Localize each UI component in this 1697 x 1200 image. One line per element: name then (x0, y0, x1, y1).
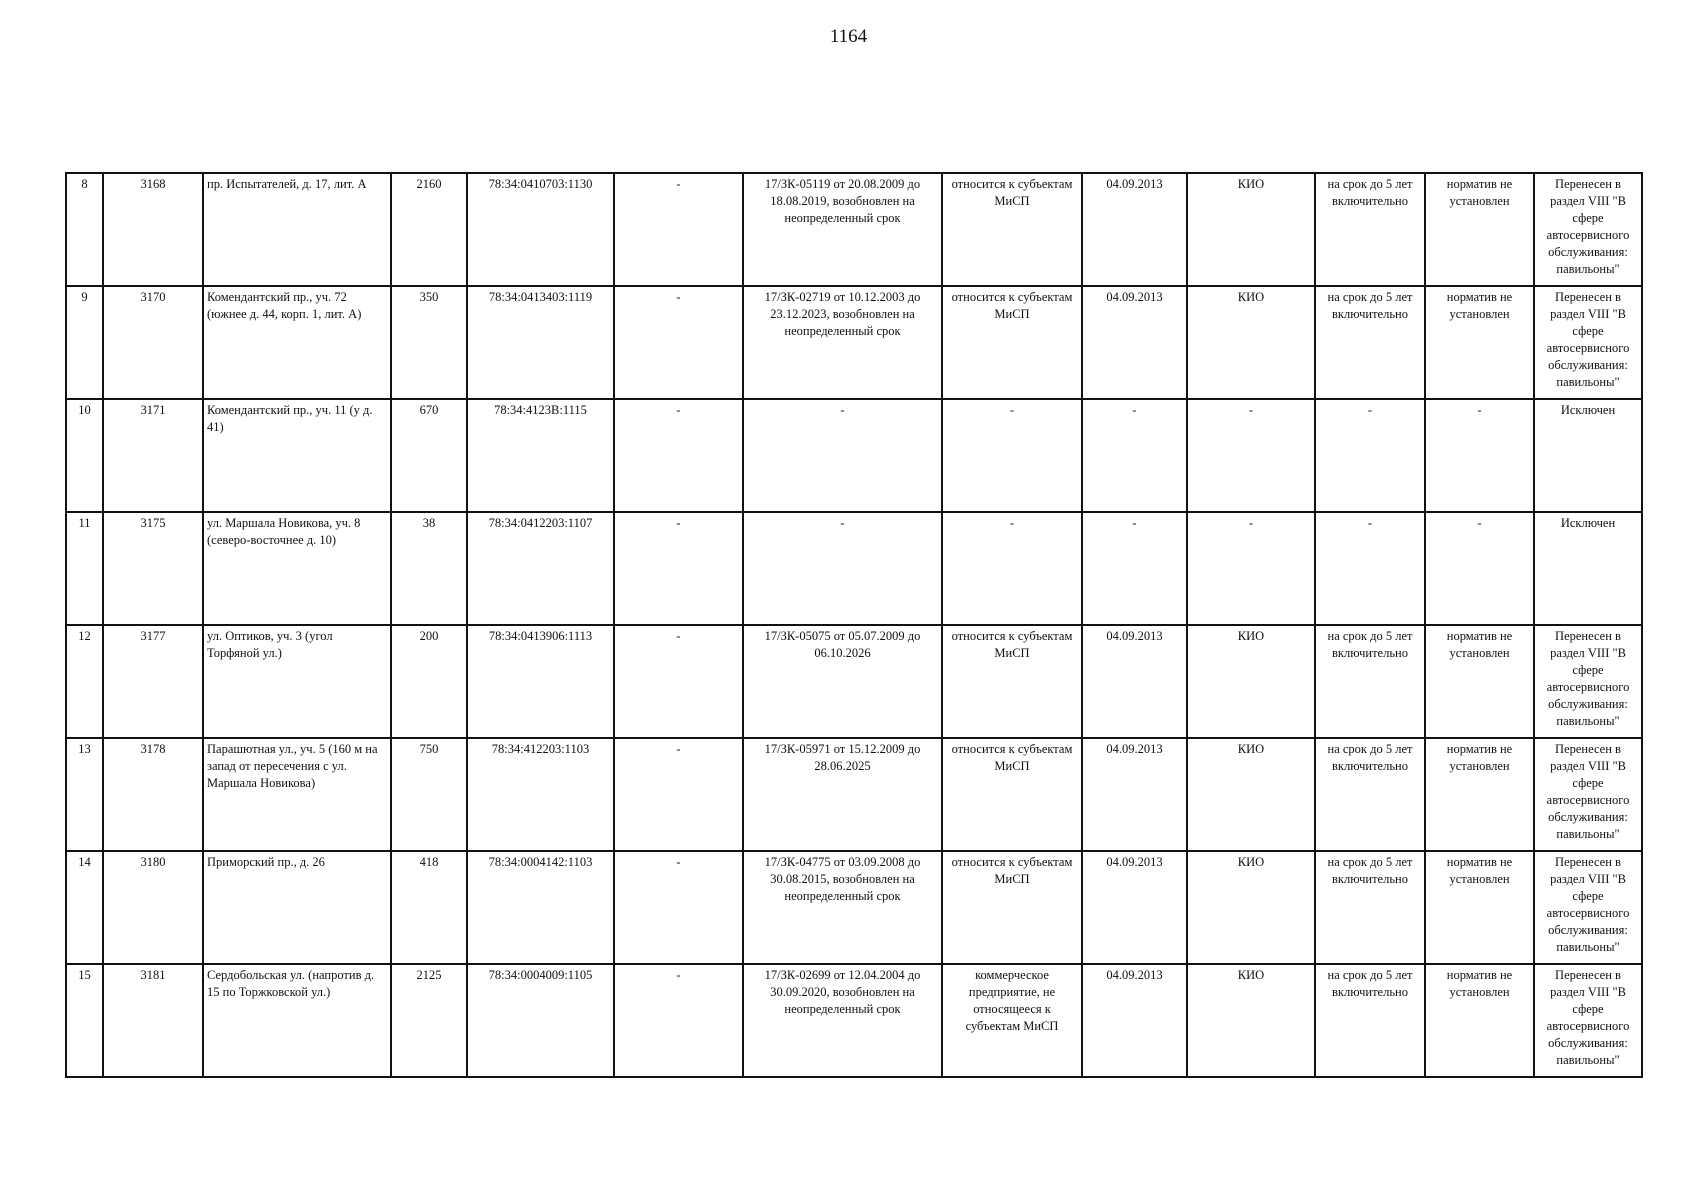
cadastral-number-cell: 78:34:4123В:1115 (467, 399, 614, 512)
norm-cell: норматив не установлен (1425, 625, 1534, 738)
tenant-category-cell: относится к субъектам МиСП (942, 738, 1082, 851)
norm-cell: норматив не установлен (1425, 173, 1534, 286)
row-number-cell: 9 (66, 286, 103, 399)
object-id-cell: 3170 (103, 286, 203, 399)
object-id-cell: 3181 (103, 964, 203, 1077)
term-cell: на срок до 5 лет включительно (1315, 851, 1425, 964)
tenant-category-cell: относится к субъектам МиСП (942, 173, 1082, 286)
authority-cell: - (1187, 512, 1315, 625)
term-cell: на срок до 5 лет включительно (1315, 738, 1425, 851)
table-row (66, 399, 1642, 512)
area-cell: 750 (391, 738, 467, 851)
row-number-cell: 14 (66, 851, 103, 964)
dash-cell: - (614, 851, 743, 964)
term-cell: - (1315, 399, 1425, 512)
area-cell: 418 (391, 851, 467, 964)
object-id-cell: 3180 (103, 851, 203, 964)
dash-cell: - (614, 399, 743, 512)
status-cell: Перенесен в раздел VIII "В сфере автосервисного обслуживания: павильоны" (1534, 625, 1642, 738)
object-id-cell: 3177 (103, 625, 203, 738)
term-cell: на срок до 5 лет включительно (1315, 964, 1425, 1077)
term-cell: на срок до 5 лет включительно (1315, 286, 1425, 399)
dash-cell: - (614, 738, 743, 851)
norm-cell: норматив не установлен (1425, 851, 1534, 964)
address-cell: Комендантский пр., уч. 11 (у д. 41) (203, 399, 391, 512)
lease-contract-cell: 17/ЗК-05075 от 05.07.2009 до 06.10.2026 (743, 625, 942, 738)
authority-cell: КИО (1187, 851, 1315, 964)
table-row (66, 286, 1642, 399)
row-number-cell: 15 (66, 964, 103, 1077)
lease-contract-cell: 17/ЗК-04775 от 03.09.2008 до 30.08.2015, возобновлен на неопределенный срок (743, 851, 942, 964)
date-cell: 04.09.2013 (1082, 851, 1187, 964)
row-number-cell: 11 (66, 512, 103, 625)
page-number: 1164 (829, 26, 868, 47)
table-row (66, 964, 1642, 1077)
authority-cell: КИО (1187, 625, 1315, 738)
object-id-cell: 3171 (103, 399, 203, 512)
lease-contract-cell: 17/ЗК-05119 от 20.08.2009 до 18.08.2019, возобновлен на неопределенный срок (743, 173, 942, 286)
cadastral-number-cell: 78:34:412203:1103 (467, 738, 614, 851)
tenant-category-cell: коммерческое предприятие, не относящееся к субъектам МиСП (942, 964, 1082, 1077)
norm-cell: норматив не установлен (1425, 286, 1534, 399)
dash-cell: - (614, 512, 743, 625)
address-cell: ул. Маршала Новикова, уч. 8 (северо-восточнее д. 10) (203, 512, 391, 625)
tenant-category-cell: относится к субъектам МиСП (942, 625, 1082, 738)
lease-contract-cell: 17/ЗК-02719 от 10.12.2003 до 23.12.2023, возобновлен на неопределенный срок (743, 286, 942, 399)
status-cell: Исключен (1534, 399, 1642, 512)
table-row (66, 738, 1642, 851)
area-cell: 2160 (391, 173, 467, 286)
authority-cell: КИО (1187, 964, 1315, 1077)
address-cell: Парашютная ул., уч. 5 (160 м на запад от пересечения с ул. Маршала Новикова) (203, 738, 391, 851)
date-cell: - (1082, 512, 1187, 625)
row-number-cell: 12 (66, 625, 103, 738)
term-cell: - (1315, 512, 1425, 625)
lease-contract-cell: 17/ЗК-05971 от 15.12.2009 до 28.06.2025 (743, 738, 942, 851)
date-cell: 04.09.2013 (1082, 964, 1187, 1077)
authority-cell: - (1187, 399, 1315, 512)
dash-cell: - (614, 173, 743, 286)
date-cell: 04.09.2013 (1082, 625, 1187, 738)
norm-cell: - (1425, 512, 1534, 625)
date-cell: 04.09.2013 (1082, 738, 1187, 851)
address-cell: Приморский пр., д. 26 (203, 851, 391, 964)
area-cell: 200 (391, 625, 467, 738)
status-cell: Перенесен в раздел VIII "В сфере автосервисного обслуживания: павильоны" (1534, 286, 1642, 399)
area-cell: 350 (391, 286, 467, 399)
address-cell: Сердобольская ул. (напротив д. 15 по Торжковской ул.) (203, 964, 391, 1077)
area-cell: 38 (391, 512, 467, 625)
table-row (66, 851, 1642, 964)
area-cell: 670 (391, 399, 467, 512)
norm-cell: норматив не установлен (1425, 964, 1534, 1077)
cadastral-number-cell: 78:34:0410703:1130 (467, 173, 614, 286)
address-cell: пр. Испытателей, д. 17, лит. А (203, 173, 391, 286)
tenant-category-cell: относится к субъектам МиСП (942, 851, 1082, 964)
tenant-category-cell: - (942, 512, 1082, 625)
registry-table (65, 172, 1643, 1078)
lease-contract-cell: - (743, 512, 942, 625)
address-cell: ул. Оптиков, уч. 3 (угол Торфяной ул.) (203, 625, 391, 738)
object-id-cell: 3178 (103, 738, 203, 851)
cadastral-number-cell: 78:34:0412203:1107 (467, 512, 614, 625)
authority-cell: КИО (1187, 173, 1315, 286)
date-cell: 04.09.2013 (1082, 286, 1187, 399)
status-cell: Перенесен в раздел VIII "В сфере автосервисного обслуживания: павильоны" (1534, 964, 1642, 1077)
status-cell: Перенесен в раздел VIII "В сфере автосервисного обслуживания: павильоны" (1534, 173, 1642, 286)
lease-contract-cell: 17/ЗК-02699 от 12.04.2004 до 30.09.2020, возобновлен на неопределенный срок (743, 964, 942, 1077)
row-number-cell: 8 (66, 173, 103, 286)
table-row (66, 625, 1642, 738)
area-cell: 2125 (391, 964, 467, 1077)
cadastral-number-cell: 78:34:0004009:1105 (467, 964, 614, 1077)
status-cell: Исключен (1534, 512, 1642, 625)
table-body (66, 173, 1642, 1077)
tenant-category-cell: относится к субъектам МиСП (942, 286, 1082, 399)
term-cell: на срок до 5 лет включительно (1315, 625, 1425, 738)
term-cell: на срок до 5 лет включительно (1315, 173, 1425, 286)
authority-cell: КИО (1187, 286, 1315, 399)
status-cell: Перенесен в раздел VIII "В сфере автосервисного обслуживания: павильоны" (1534, 851, 1642, 964)
table-row (66, 173, 1642, 286)
row-number-cell: 13 (66, 738, 103, 851)
row-number-cell: 10 (66, 399, 103, 512)
cadastral-number-cell: 78:34:0004142:1103 (467, 851, 614, 964)
authority-cell: КИО (1187, 738, 1315, 851)
dash-cell: - (614, 286, 743, 399)
norm-cell: - (1425, 399, 1534, 512)
dash-cell: - (614, 625, 743, 738)
cadastral-number-cell: 78:34:0413403:1119 (467, 286, 614, 399)
table-row (66, 512, 1642, 625)
cadastral-number-cell: 78:34:0413906:1113 (467, 625, 614, 738)
address-cell: Комендантский пр., уч. 72 (южнее д. 44, корп. 1, лит. А) (203, 286, 391, 399)
lease-contract-cell: - (743, 399, 942, 512)
object-id-cell: 3168 (103, 173, 203, 286)
date-cell: - (1082, 399, 1187, 512)
norm-cell: норматив не установлен (1425, 738, 1534, 851)
date-cell: 04.09.2013 (1082, 173, 1187, 286)
object-id-cell: 3175 (103, 512, 203, 625)
dash-cell: - (614, 964, 743, 1077)
tenant-category-cell: - (942, 399, 1082, 512)
status-cell: Перенесен в раздел VIII "В сфере автосервисного обслуживания: павильоны" (1534, 738, 1642, 851)
